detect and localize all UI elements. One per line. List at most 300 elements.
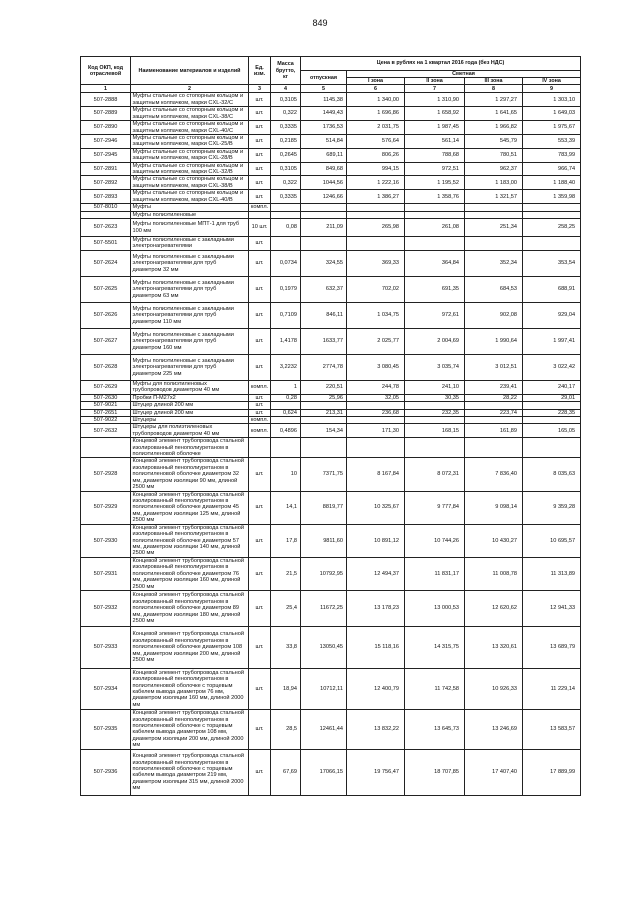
cell-otpusk-price: 1449,43: [301, 107, 347, 121]
cell-code: 507-2930: [81, 524, 131, 557]
cell-unit: [249, 211, 271, 218]
cell-zone-3-price: 1 966,82: [465, 121, 523, 135]
cell-zone-2-price: 972,61: [405, 302, 465, 328]
cell-unit: шт.: [249, 668, 271, 709]
cell-name: Муфты полиэтиленовые с закладными электронагревателями для труб диаметром 110 мм: [131, 302, 249, 328]
table-row: [81, 416, 581, 423]
cell-name: Концевой элемент трубопровода стальной изолированный пенополиуретаном в полиэтиленовой оболочке диаметром 108 мм, диаметром изоляции 200 мм, длиной 2500 мм: [131, 626, 249, 668]
cell-unit: шт.: [249, 354, 271, 380]
cell-name: Муфты полиэтиленовые с закладными электронагревателями для труб диаметром 32 мм: [131, 250, 249, 276]
table-row: [81, 709, 581, 749]
table-row: [81, 219, 581, 237]
header-zone-4: IV зона: [523, 78, 581, 85]
cell-zone-2-price: [405, 416, 465, 423]
header-price-group: Цена в рублях на 1 квартал 2016 года (без НДС): [301, 57, 581, 71]
cell-otpusk-price: [301, 211, 347, 218]
cell-name: Концевой элемент трубопровода стальной изолированный пенополиуретаном в полиэтиленовой оболочке с торцевым кабелем вывода диаметром 108 мм, диаметром изоляции 200 мм, длиной 2000 мм: [131, 709, 249, 749]
cell-code: 507-8010: [81, 204, 131, 211]
cell-otpusk-price: 1246,66: [301, 190, 347, 204]
cell-code: [81, 211, 131, 218]
cell-zone-3-price: [465, 416, 523, 423]
cell-otpusk-price: [301, 416, 347, 423]
cell-zone-4-price: 11 313,89: [523, 557, 581, 590]
cell-otpusk-price: 10792,95: [301, 557, 347, 590]
table-row: [81, 302, 581, 328]
cell-zone-1-price: 2 025,77: [347, 328, 405, 354]
table-row: [81, 402, 581, 409]
cell-zone-2-price: 691,35: [405, 276, 465, 302]
cell-code: 507-2946: [81, 134, 131, 148]
cell-zone-1-price: 1 222,16: [347, 176, 405, 190]
cell-zone-2-price: 3 035,74: [405, 354, 465, 380]
cell-zone-2-price: 1 358,76: [405, 190, 465, 204]
cell-zone-1-price: 171,30: [347, 424, 405, 438]
cell-zone-4-price: [523, 204, 581, 211]
cell-zone-3-price: 545,79: [465, 134, 523, 148]
cell-zone-2-price: 364,84: [405, 250, 465, 276]
header-unit: Ед. изм.: [249, 57, 271, 85]
header-smetnaya: Сметная: [347, 71, 581, 78]
cell-zone-4-price: [523, 438, 581, 458]
cell-otpusk-price: 7371,75: [301, 458, 347, 491]
table-row: [81, 276, 581, 302]
cell-mass: [271, 204, 301, 211]
cell-zone-2-price: 232,35: [405, 409, 465, 416]
cell-zone-1-price: 15 118,16: [347, 626, 405, 668]
header-otpusk: отпускная: [301, 71, 347, 85]
cell-zone-1-price: 1 386,27: [347, 190, 405, 204]
table-row: [81, 438, 581, 458]
cell-zone-3-price: 902,08: [465, 302, 523, 328]
table-row: [81, 148, 581, 162]
cell-mass: 0,4896: [271, 424, 301, 438]
cell-zone-2-price: 18 707,85: [405, 749, 465, 795]
cell-zone-1-price: [347, 204, 405, 211]
cell-otpusk-price: 1044,56: [301, 176, 347, 190]
header-mass: Масса брутто, кг: [271, 57, 301, 85]
cell-zone-1-price: 236,68: [347, 409, 405, 416]
cell-unit: компл.: [249, 204, 271, 211]
cell-zone-2-price: 788,68: [405, 148, 465, 162]
cell-otpusk-price: 324,55: [301, 250, 347, 276]
cell-zone-4-price: [523, 211, 581, 218]
cell-code: 507-2632: [81, 424, 131, 438]
cell-mass: 0,3335: [271, 121, 301, 135]
column-number: 8: [465, 85, 523, 93]
header-name: Наименование материалов и изделий: [131, 57, 249, 85]
cell-name: Муфты стальные со стопорным кольцом и защитным колпачком, марки CXL-28/B: [131, 148, 249, 162]
cell-otpusk-price: 9811,60: [301, 524, 347, 557]
cell-name: Концевой элемент трубопровода стальной изолированный пенополиуретаном в полиэтиленовой оболочке диаметром 76 мм, диаметром изоляции 160 мм, длиной 2500 мм: [131, 557, 249, 590]
cell-otpusk-price: [301, 402, 347, 409]
cell-code: 507-2890: [81, 121, 131, 135]
cell-zone-1-price: 576,64: [347, 134, 405, 148]
cell-mass: 18,94: [271, 668, 301, 709]
cell-zone-3-price: [465, 237, 523, 251]
cell-unit: шт.: [249, 93, 271, 107]
cell-zone-2-price: 13 000,53: [405, 590, 465, 626]
cell-mass: 0,28: [271, 394, 301, 401]
column-number: 6: [347, 85, 405, 93]
cell-zone-4-price: 1 997,41: [523, 328, 581, 354]
cell-name: Муфты для полиэтиленовых трубопроводов диаметром 40 мм: [131, 380, 249, 394]
cell-zone-3-price: [465, 438, 523, 458]
cell-name: Штуцер длиной 200 мм: [131, 402, 249, 409]
cell-zone-1-price: [347, 416, 405, 423]
cell-zone-2-price: 14 315,75: [405, 626, 465, 668]
cell-zone-2-price: 241,10: [405, 380, 465, 394]
table-row: [81, 409, 581, 416]
cell-zone-4-price: 1 359,98: [523, 190, 581, 204]
cell-zone-4-price: [523, 237, 581, 251]
cell-zone-3-price: 1 183,00: [465, 176, 523, 190]
cell-name: Муфты стальные со стопорным кольцом и защитным колпачком, марки CXL-32/C: [131, 93, 249, 107]
cell-zone-2-price: 1 310,90: [405, 93, 465, 107]
cell-unit: шт.: [249, 302, 271, 328]
cell-zone-3-price: 13 320,61: [465, 626, 523, 668]
cell-unit: шт.: [249, 626, 271, 668]
cell-zone-1-price: [347, 237, 405, 251]
cell-mass: 1,4178: [271, 328, 301, 354]
cell-zone-1-price: 19 756,47: [347, 749, 405, 795]
cell-code: 507-2624: [81, 250, 131, 276]
cell-zone-3-price: 780,51: [465, 148, 523, 162]
header-code: Код ОКП, код отраслевой: [81, 57, 131, 85]
cell-code: 507-2888: [81, 93, 131, 107]
cell-otpusk-price: 1145,38: [301, 93, 347, 107]
cell-code: 507-2651: [81, 409, 131, 416]
cell-zone-1-price: 994,15: [347, 162, 405, 176]
cell-code: 507-2625: [81, 276, 131, 302]
cell-unit: шт.: [249, 176, 271, 190]
cell-zone-4-price: 11 229,14: [523, 668, 581, 709]
cell-name: Концевой элемент трубопровода стальной изолированный пенополиуретаном в полиэтиленовой оболочке с торцевым кабелем вывода диаметром 76 мм, диаметром изоляции 160 мм, длиной 2000 мм: [131, 668, 249, 709]
cell-unit: шт.: [249, 276, 271, 302]
cell-otpusk-price: 8819,77: [301, 491, 347, 524]
cell-zone-4-price: [523, 416, 581, 423]
cell-zone-1-price: 12 400,79: [347, 668, 405, 709]
cell-zone-3-price: 17 407,40: [465, 749, 523, 795]
cell-zone-2-price: 10 744,26: [405, 524, 465, 557]
cell-unit: компл.: [249, 424, 271, 438]
cell-zone-2-price: 30,35: [405, 394, 465, 401]
table-row: [81, 162, 581, 176]
cell-unit: компл.: [249, 416, 271, 423]
cell-zone-1-price: 2 031,75: [347, 121, 405, 135]
cell-zone-4-price: 258,25: [523, 219, 581, 237]
cell-name: Концевой элемент трубопровода стальной изолированный пенополиуретаном в полиэтиленовой оболочке диаметром 89 мм, диаметром изоляции 180 мм, длиной 2500 мм: [131, 590, 249, 626]
cell-mass: 0,1979: [271, 276, 301, 302]
cell-zone-3-price: 1 321,57: [465, 190, 523, 204]
cell-unit: шт.: [249, 458, 271, 491]
cell-zone-1-price: 3 080,45: [347, 354, 405, 380]
cell-zone-1-price: 806,26: [347, 148, 405, 162]
cell-zone-3-price: 223,74: [465, 409, 523, 416]
cell-unit: шт.: [249, 409, 271, 416]
cell-name: Концевой элемент трубопровода стальной изолированный пенополиуретаном в полиэтиленовой оболочке: [131, 438, 249, 458]
cell-zone-2-price: [405, 402, 465, 409]
cell-otpusk-price: 213,31: [301, 409, 347, 416]
cell-zone-1-price: 1 696,86: [347, 107, 405, 121]
cell-zone-3-price: 1 641,65: [465, 107, 523, 121]
cell-zone-4-price: 3 022,42: [523, 354, 581, 380]
table-row: [81, 458, 581, 491]
cell-otpusk-price: 689,11: [301, 148, 347, 162]
cell-unit: шт.: [249, 148, 271, 162]
cell-mass: 0,322: [271, 176, 301, 190]
cell-zone-1-price: 244,78: [347, 380, 405, 394]
cell-zone-1-price: 1 340,00: [347, 93, 405, 107]
cell-name: Штуцер длиной 200 мм: [131, 409, 249, 416]
table-row: [81, 121, 581, 135]
cell-zone-3-price: [465, 402, 523, 409]
cell-otpusk-price: 514,84: [301, 134, 347, 148]
table-row: [81, 237, 581, 251]
page-number: 849: [312, 18, 328, 28]
cell-zone-3-price: 1 297,27: [465, 93, 523, 107]
cell-zone-2-price: 2 004,69: [405, 328, 465, 354]
cell-mass: 0,624: [271, 409, 301, 416]
cell-mass: 28,5: [271, 709, 301, 749]
cell-mass: 0,3335: [271, 190, 301, 204]
cell-code: 507-2934: [81, 668, 131, 709]
cell-code: 507-2628: [81, 354, 131, 380]
cell-zone-4-price: 240,17: [523, 380, 581, 394]
cell-zone-4-price: 353,54: [523, 250, 581, 276]
cell-zone-3-price: 962,37: [465, 162, 523, 176]
cell-otpusk-price: 13050,45: [301, 626, 347, 668]
table-row: [81, 204, 581, 211]
cell-zone-4-price: 13 583,57: [523, 709, 581, 749]
cell-otpusk-price: 10712,11: [301, 668, 347, 709]
cell-name: Муфты стальные со стопорным кольцом и защитным колпачком, марки CXL-25/B: [131, 134, 249, 148]
table-row: [81, 328, 581, 354]
cell-name: Муфты стальные со стопорным кольцом и защитным колпачком, марки CXL-40/B: [131, 190, 249, 204]
cell-otpusk-price: 25,96: [301, 394, 347, 401]
cell-unit: шт.: [249, 328, 271, 354]
cell-unit: шт.: [249, 190, 271, 204]
cell-code: 507-9022: [81, 416, 131, 423]
cell-unit: шт.: [249, 524, 271, 557]
cell-unit: шт.: [249, 237, 271, 251]
table-row: [81, 626, 581, 668]
cell-zone-4-price: 9 359,28: [523, 491, 581, 524]
cell-code: 507-2630: [81, 394, 131, 401]
column-numbers-row: [81, 85, 581, 93]
cell-zone-1-price: 13 832,22: [347, 709, 405, 749]
cell-mass: [271, 237, 301, 251]
cell-zone-4-price: 8 035,63: [523, 458, 581, 491]
cell-zone-4-price: [523, 402, 581, 409]
cell-mass: 0,08: [271, 219, 301, 237]
cell-mass: 0,0734: [271, 250, 301, 276]
cell-name: Концевой элемент трубопровода стальной изолированный пенополиуретаном в полиэтиленовой оболочке диаметром 45 мм, диаметром изоляции 125 мм, длиной 2500 мм: [131, 491, 249, 524]
cell-code: 507-2929: [81, 491, 131, 524]
cell-zone-3-price: 251,34: [465, 219, 523, 237]
cell-zone-2-price: [405, 211, 465, 218]
cell-zone-1-price: 8 167,84: [347, 458, 405, 491]
cell-code: 507-2945: [81, 148, 131, 162]
cell-otpusk-price: 17066,15: [301, 749, 347, 795]
cell-mass: 0,2185: [271, 134, 301, 148]
cell-zone-3-price: 239,41: [465, 380, 523, 394]
cell-mass: 17,8: [271, 524, 301, 557]
cell-zone-1-price: 12 494,37: [347, 557, 405, 590]
cell-zone-2-price: 168,15: [405, 424, 465, 438]
cell-name: Муфты стальные со стопорным кольцом и защитным колпачком, марки CXL-38/B: [131, 176, 249, 190]
cell-zone-1-price: 10 325,67: [347, 491, 405, 524]
header-zone-2: II зона: [405, 78, 465, 85]
cell-code: 507-2892: [81, 176, 131, 190]
cell-code: 507-2933: [81, 626, 131, 668]
cell-unit: шт.: [249, 394, 271, 401]
cell-mass: 1: [271, 380, 301, 394]
cell-code: 507-2623: [81, 219, 131, 237]
cell-otpusk-price: 846,11: [301, 302, 347, 328]
cell-name: Штуцеры: [131, 416, 249, 423]
table-row: [81, 176, 581, 190]
table-row: [81, 557, 581, 590]
cell-unit: 10 шт.: [249, 219, 271, 237]
column-number: 1: [81, 85, 131, 93]
cell-zone-4-price: 929,04: [523, 302, 581, 328]
cell-unit: [249, 438, 271, 458]
cell-name: Муфты полиэтиленовые МПТ-1 для труб 100 мм: [131, 219, 249, 237]
cell-name: Концевой элемент трубопровода стальной изолированный пенополиуретаном в полиэтиленовой оболочке с торцевым кабелем вывода диаметром 219 мм, диаметром изоляции 315 мм, длиной 2000 мм: [131, 749, 249, 795]
cell-name: Концевой элемент трубопровода стальной изолированный пенополиуретаном в полиэтиленовой оболочке диаметром 32 мм, диаметром изоляции 90 мм, длиной 2500 мм: [131, 458, 249, 491]
cell-zone-2-price: [405, 237, 465, 251]
cell-otpusk-price: 220,51: [301, 380, 347, 394]
cell-unit: шт.: [249, 491, 271, 524]
cell-zone-1-price: 10 891,12: [347, 524, 405, 557]
cell-otpusk-price: [301, 237, 347, 251]
cell-code: 507-2893: [81, 190, 131, 204]
table-row: [81, 749, 581, 795]
cell-zone-3-price: [465, 204, 523, 211]
cell-zone-4-price: 783,99: [523, 148, 581, 162]
table-row: [81, 424, 581, 438]
cell-zone-3-price: 9 098,14: [465, 491, 523, 524]
cell-zone-1-price: 702,02: [347, 276, 405, 302]
cell-name: Муфты стальные со стопорным кольцом и защитным колпачком, марки CXL-40/C: [131, 121, 249, 135]
cell-mass: 0,2645: [271, 148, 301, 162]
cell-zone-4-price: 1 975,67: [523, 121, 581, 135]
cell-otpusk-price: 632,37: [301, 276, 347, 302]
cell-zone-3-price: 13 246,69: [465, 709, 523, 749]
cell-name: Муфты полиэтиленовые: [131, 211, 249, 218]
cell-unit: шт.: [249, 134, 271, 148]
cell-zone-2-price: 261,08: [405, 219, 465, 237]
table-row: [81, 380, 581, 394]
cell-code: 507-2627: [81, 328, 131, 354]
cell-zone-3-price: 3 012,51: [465, 354, 523, 380]
cell-zone-4-price: 966,74: [523, 162, 581, 176]
cell-zone-4-price: 1 649,03: [523, 107, 581, 121]
cell-code: 507-2626: [81, 302, 131, 328]
table-row: [81, 211, 581, 218]
table-row: [81, 134, 581, 148]
cell-zone-4-price: 165,05: [523, 424, 581, 438]
table-row: [81, 93, 581, 107]
cell-zone-3-price: 684,53: [465, 276, 523, 302]
cell-mass: 67,69: [271, 749, 301, 795]
cell-otpusk-price: [301, 438, 347, 458]
cell-zone-1-price: 369,33: [347, 250, 405, 276]
cell-zone-2-price: 1 195,52: [405, 176, 465, 190]
cell-zone-4-price: 29,01: [523, 394, 581, 401]
cell-mass: 0,3105: [271, 162, 301, 176]
cell-unit: шт.: [249, 162, 271, 176]
cell-zone-4-price: 1 303,10: [523, 93, 581, 107]
cell-unit: шт.: [249, 557, 271, 590]
cell-otpusk-price: 211,09: [301, 219, 347, 237]
cell-zone-3-price: 10 926,33: [465, 668, 523, 709]
cell-zone-1-price: [347, 402, 405, 409]
cell-zone-1-price: [347, 438, 405, 458]
cell-zone-1-price: [347, 211, 405, 218]
cell-zone-3-price: 28,22: [465, 394, 523, 401]
cell-mass: 0,7109: [271, 302, 301, 328]
cell-zone-2-price: 1 658,92: [405, 107, 465, 121]
cell-zone-2-price: 13 645,73: [405, 709, 465, 749]
cell-unit: шт.: [249, 107, 271, 121]
table-row: [81, 394, 581, 401]
cell-code: 507-2928: [81, 458, 131, 491]
cell-code: 507-2889: [81, 107, 131, 121]
cell-mass: [271, 402, 301, 409]
cell-mass: [271, 211, 301, 218]
cell-zone-3-price: 7 836,40: [465, 458, 523, 491]
cell-unit: шт.: [249, 121, 271, 135]
cell-code: 507-2935: [81, 709, 131, 749]
cell-zone-2-price: [405, 204, 465, 211]
cell-zone-1-price: 265,98: [347, 219, 405, 237]
table-row: [81, 354, 581, 380]
cell-zone-4-price: 553,39: [523, 134, 581, 148]
cell-name: Штуцеры для полиэтиленовых трубопроводов диаметром 40 мм: [131, 424, 249, 438]
cell-zone-2-price: 972,51: [405, 162, 465, 176]
cell-zone-1-price: 32,05: [347, 394, 405, 401]
cell-unit: шт.: [249, 590, 271, 626]
cell-name: Муфты стальные со стопорным кольцом и защитным колпачком, марки CXL-38/C: [131, 107, 249, 121]
cell-mass: 14,1: [271, 491, 301, 524]
cell-name: Муфты полиэтиленовые с закладными электронагревателями для труб диаметром 160 мм: [131, 328, 249, 354]
cell-otpusk-price: 2774,78: [301, 354, 347, 380]
cell-otpusk-price: 11672,25: [301, 590, 347, 626]
column-number: 5: [301, 85, 347, 93]
cell-unit: компл.: [249, 380, 271, 394]
table-body: [81, 93, 581, 796]
cell-name: Муфты стальные со стопорным кольцом и защитным колпачком, марки CXL-32/B: [131, 162, 249, 176]
cell-mass: 25,4: [271, 590, 301, 626]
cell-zone-4-price: 17 889,99: [523, 749, 581, 795]
cell-zone-3-price: 11 008,78: [465, 557, 523, 590]
cell-name: Муфты полиэтиленовые с закладными электронагревателями: [131, 237, 249, 251]
cell-mass: 0,322: [271, 107, 301, 121]
cell-zone-2-price: [405, 438, 465, 458]
cell-otpusk-price: 1736,53: [301, 121, 347, 135]
table-row: [81, 590, 581, 626]
table-row: [81, 190, 581, 204]
cell-zone-3-price: 161,89: [465, 424, 523, 438]
table-row: [81, 491, 581, 524]
cell-code: 507-5501: [81, 237, 131, 251]
cell-zone-2-price: 11 831,17: [405, 557, 465, 590]
cell-unit: шт.: [249, 749, 271, 795]
column-number: 3: [249, 85, 271, 93]
cell-name: Пробки П-М27х2: [131, 394, 249, 401]
column-number: 4: [271, 85, 301, 93]
